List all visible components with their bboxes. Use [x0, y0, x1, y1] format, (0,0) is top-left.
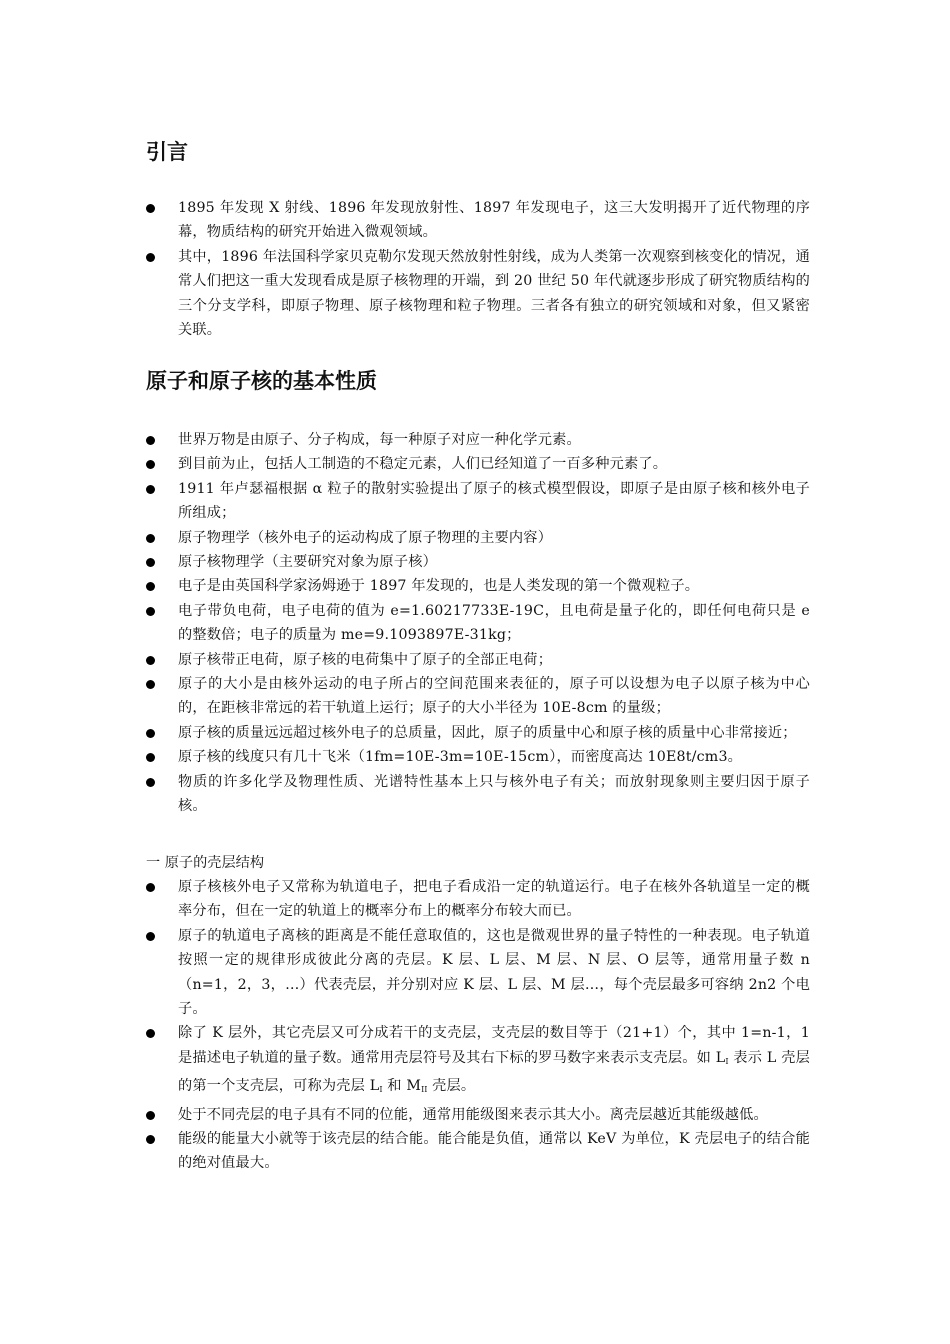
list-item-text: 原子核核外电子又常称为轨道电子，把电子看成沿一定的轨道运行。电子在核外各轨道呈一定的概率分布，但在一定的轨道上的概率分布上的概率分布较大而已。 — [178, 879, 810, 920]
list-item — [146, 648, 810, 672]
subscript: I — [725, 1056, 729, 1066]
list-item-text: 物质的许多化学及物理性质、光谱特性基本上只与核外电子有关；而放射现象则主要归因于原子核。 — [178, 773, 810, 815]
subscript: II — [421, 1085, 428, 1095]
list-item-text: 能级的能量大小就等于该壳层的结合能。能合能是负值，通常以 KeV 为单位，K 壳层电子的结合能的绝对值最大。 — [178, 1131, 810, 1172]
bullet-icon — [146, 534, 155, 543]
list-item-text: 原子物理学（核外电子的运动构成了原子物理的主要内容） — [178, 529, 553, 546]
list-item — [146, 574, 810, 598]
bullet-icon — [146, 680, 155, 689]
list-item — [146, 770, 810, 819]
list-item-text: 1911 年卢瑟福根据 α 粒子的散射实验提出了原子的核式模型假设，即原子是由原子核和核外电子所组成； — [178, 480, 810, 522]
list-item-text: 原子的轨道电子离核的距离是不能任意取值的，这也是微观世界的量子特性的一种表现。电子轨道按照一定的规律形成彼此分离的壳层。K 层、L 层、M 层、N 层、O 层等，通常用量子数 n（n=1，2，3，…）代表壳层，并分别对应 K 层、L 层、M 层…，每个壳层最多可容纳 2n2 个电子。 — [178, 927, 810, 1018]
bullet-icon — [146, 753, 155, 762]
bullet-icon — [146, 1111, 155, 1120]
basic-properties-list — [146, 428, 810, 819]
list-item — [146, 1021, 810, 1102]
list-item-text: 表示 L 壳层的第一个支壳层，可称为壳层 L — [178, 1049, 810, 1095]
bullet-icon — [146, 253, 155, 262]
list-item — [146, 452, 810, 476]
list-item — [146, 245, 810, 343]
bullet-icon — [146, 729, 155, 738]
bullet-icon — [146, 485, 155, 494]
list-item-text: 原子核的线度只有几十飞米（1fm=10E-3m=10E-15cm），而密度高达 10E8t/cm3。 — [178, 749, 743, 766]
list-item-text: 电子带负电荷，电子电荷的值为 e=1.60217733E-19C，且电荷是量子化的，即任何电荷只是 e 的整数倍；电子的质量为 me=9.1093897E-31kg； — [178, 602, 810, 644]
list-item — [146, 477, 810, 526]
bullet-icon — [146, 778, 155, 787]
list-item — [146, 428, 810, 452]
list-item-text: 原子核带正电荷，原子核的电荷集中了原子的全部正电荷； — [178, 651, 553, 668]
shell-structure-list — [146, 875, 810, 1176]
list-item-text: 除了 K 层外，其它壳层又可分成若干的支壳层，支壳层的数目等于（21+1）个，其中 1=n-1，1 是描述电子轨道的量子数。通常用壳层符号及其右下标的罗马数字来表示支壳层。如 L — [178, 1025, 810, 1066]
list-item-text: 原子核的质量远远超过核外电子的总质量，因此，原子的质量中心和原子核的质量中心非常接近； — [178, 724, 797, 741]
list-item — [146, 550, 810, 574]
list-item — [146, 599, 810, 648]
bullet-icon — [146, 460, 155, 469]
list-item — [146, 672, 810, 721]
bullet-icon — [146, 582, 155, 591]
list-item — [146, 721, 810, 745]
list-item-text: 到目前为止，包括人工制造的不稳定元素，人们已经知道了一百多种元素了。 — [178, 456, 668, 473]
list-item — [146, 875, 810, 924]
list-item-text: 1895 年发现 X 射线、1896 年发现放射性、1897 年发现电子，这三大发明揭开了近代物理的序幕，物质结构的研究开始进入微观领域。 — [178, 200, 810, 241]
list-item-text: 原子核物理学（主要研究对象为原子核） — [178, 554, 437, 571]
introduction-list — [146, 196, 810, 342]
list-item-text: 其中，1896 年法国科学家贝克勒尔发现天然放射性射线，成为人类第一次观察到核变化的情况，通常人们把这一重大发现看成是原子核物理的开端，到 20 世纪 50 年代就逐步形成了研究物质结构的三个分支学科，即原子物理、原子核物理和粒子物理。三者各有独立的研究领域和对象，但又紧密关联。 — [178, 248, 810, 339]
list-item-text: 原子的大小是由核外运动的电子所占的空间范围来表征的，原子可以设想为电子以原子核为中心的，在距核非常远的若干轨道上运行；原子的大小半径为 10E-8cm 的量级； — [178, 676, 810, 717]
list-item-text: 和 M — [382, 1078, 422, 1095]
list-item — [146, 526, 810, 550]
bullet-icon — [146, 607, 155, 616]
bullet-icon — [146, 1135, 155, 1144]
subscript: I — [379, 1085, 383, 1095]
list-item-text: 电子是由英国科学家汤姆逊于 1897 年发现的，也是人类发现的第一个微观粒子。 — [178, 578, 700, 595]
bullet-icon — [146, 204, 155, 213]
bullet-icon — [146, 1029, 155, 1038]
bullet-icon — [146, 932, 155, 941]
list-item — [146, 745, 810, 769]
list-item-text: 处于不同壳层的电子具有不同的位能，通常用能级图来表示其大小。离壳层越近其能级越低。 — [178, 1106, 768, 1123]
list-item-text: 世界万物是由原子、分子构成，每一种原子对应一种化学元素。 — [178, 432, 581, 448]
list-item-text: 壳层。 — [427, 1078, 476, 1095]
bullet-icon — [146, 558, 155, 567]
list-item — [146, 196, 810, 245]
list-item — [146, 1103, 810, 1127]
subsection-heading-shell-structure: 一 原子的壳层结构 — [146, 855, 265, 871]
bullet-icon — [146, 883, 155, 892]
bullet-icon — [146, 436, 155, 445]
section-heading-basic-properties: 原子和原子核的基本性质 — [146, 369, 377, 393]
list-item — [146, 924, 810, 1022]
list-item — [146, 1127, 810, 1176]
bullet-icon — [146, 656, 155, 665]
section-heading-introduction: 引言 — [146, 140, 188, 164]
